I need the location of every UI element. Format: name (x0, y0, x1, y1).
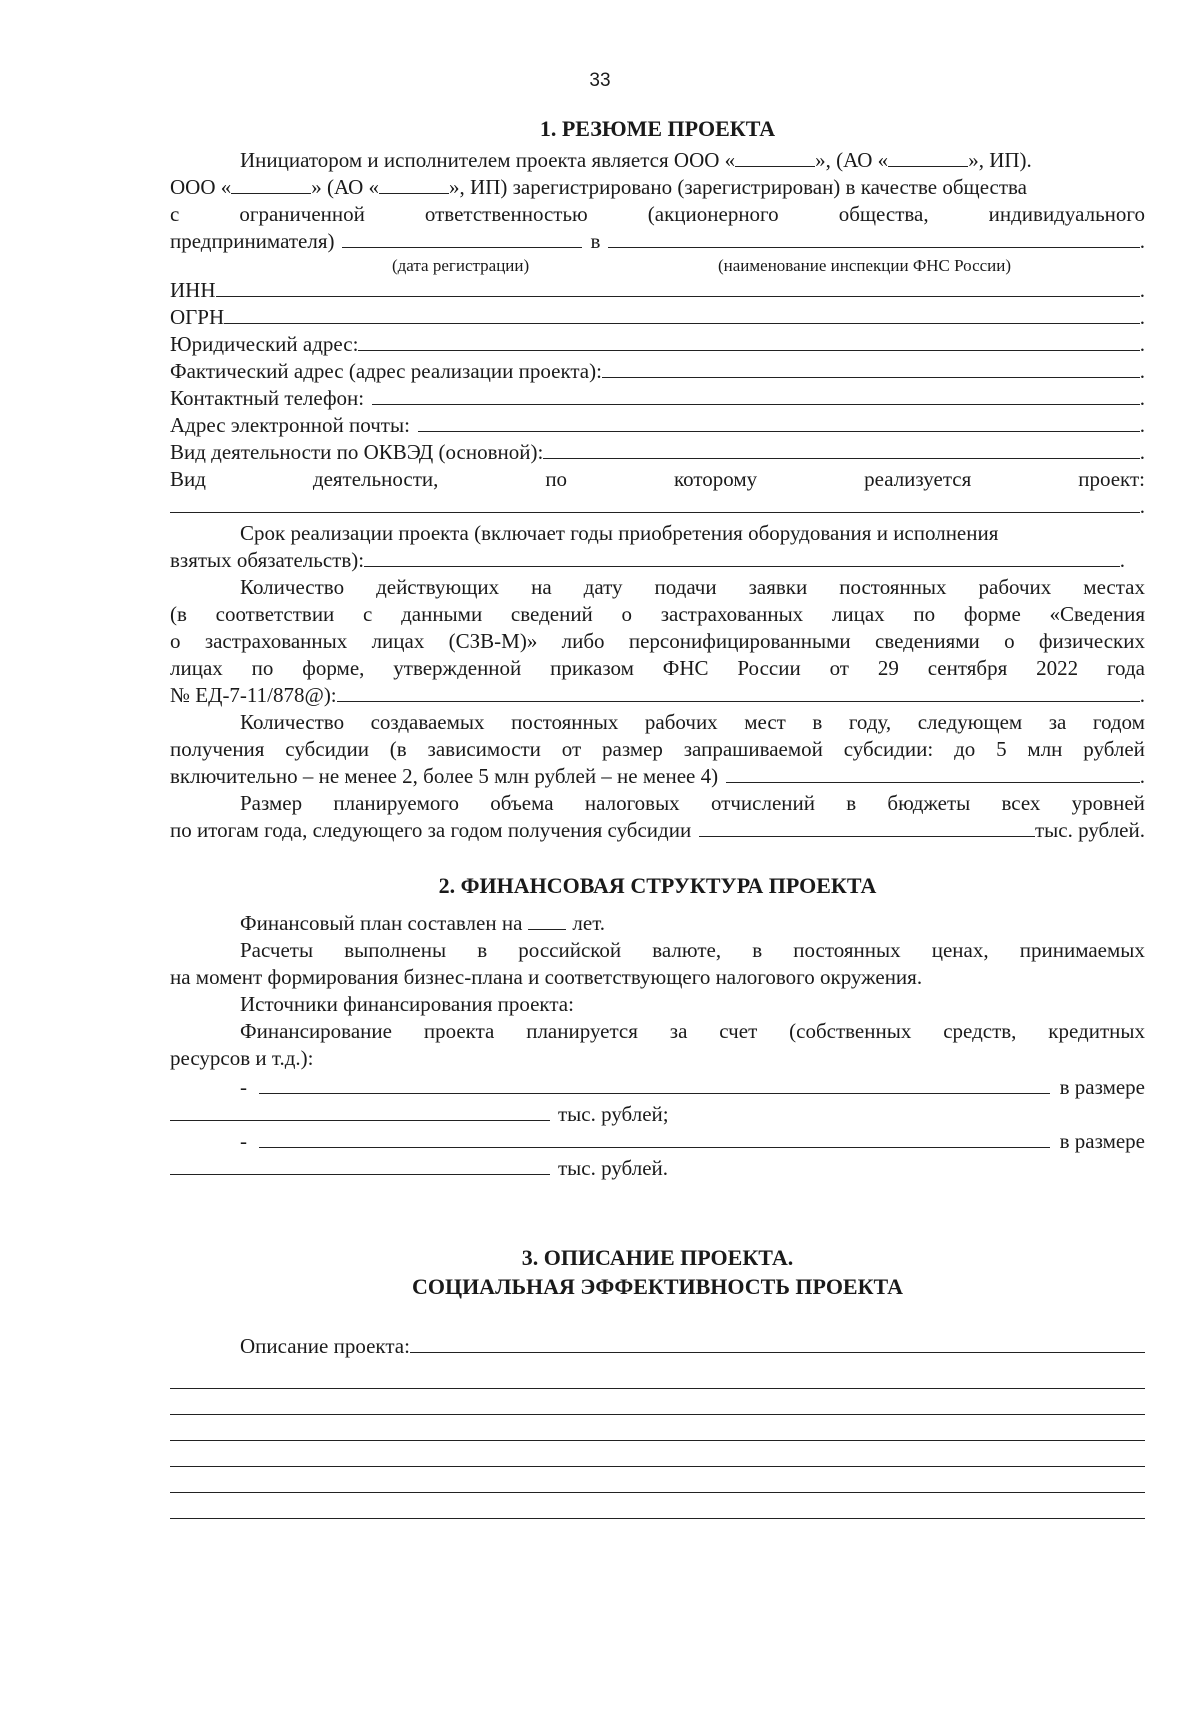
word: Количество (240, 575, 345, 599)
source-2-unit: тыс. рублей. (558, 1156, 669, 1180)
word: в (752, 938, 763, 962)
word: в (477, 938, 488, 962)
word: либо (561, 629, 605, 653)
legal-address-label: Юридический адрес: (170, 332, 359, 356)
word: российской (518, 938, 622, 962)
word: Вид (170, 467, 206, 491)
word: о (1004, 629, 1015, 653)
ao-name-field[interactable] (888, 147, 968, 167)
word: в (846, 791, 857, 815)
word: отчислений (710, 791, 815, 815)
source-1-dash: - (240, 1075, 247, 1099)
jobs-line-1 (240, 574, 1145, 601)
jobs-line-3 (170, 628, 1145, 655)
word: от (829, 656, 849, 680)
description-line (240, 1333, 1145, 1360)
newjobs-line-1 (240, 709, 1145, 736)
legal-address-field[interactable] (358, 331, 1139, 351)
word: застрахованных (660, 602, 804, 626)
word: субсидии: (843, 737, 934, 761)
entrepreneur-line: предпринимателя) в . (170, 229, 1145, 253)
current-jobs-field[interactable] (337, 682, 1140, 702)
word: по (913, 602, 936, 626)
plan-years-line (240, 910, 1145, 937)
actual-address-line: Фактический адрес (адрес реализации проекта): . (170, 359, 1145, 383)
email-field[interactable] (418, 412, 1140, 432)
word: (СЗВ-М)» (448, 629, 538, 653)
tax-text-2a: по итогам года, следующего за годом получения субсидии (170, 818, 692, 842)
word: за (1048, 710, 1067, 734)
source-1-amount-label: в размере (1059, 1075, 1145, 1099)
word: данными (401, 602, 483, 626)
source-2-amount-field[interactable] (170, 1155, 550, 1175)
tax-amount-field[interactable] (699, 817, 1035, 837)
initiator-text-a: Инициатором и исполнителем проекта является ООО « (240, 148, 736, 172)
word: запрашиваемой (683, 737, 823, 761)
okved-line: Вид деятельности по ОКВЭД (основной): . (170, 440, 1145, 464)
word: рабочих (644, 710, 718, 734)
jobs-line-2 (170, 601, 1145, 628)
word: «Сведения (1049, 602, 1145, 626)
word: лицах (371, 629, 425, 653)
word: на (531, 575, 552, 599)
page-number: 33 (589, 70, 611, 91)
description-line-6[interactable] (170, 1492, 1145, 1493)
word: форме (963, 602, 1021, 626)
description-field[interactable] (410, 1333, 1145, 1353)
word: валюте, (652, 938, 722, 962)
word: местах (1083, 575, 1145, 599)
word: ФНС (662, 656, 709, 680)
calc-line-2 (170, 964, 1145, 991)
word: Расчеты (240, 938, 314, 962)
fin-line-1 (240, 1018, 1145, 1045)
activity-line (170, 466, 1145, 493)
word: (акционерного (647, 202, 779, 226)
registered-text-b: » (АО « (311, 175, 380, 199)
company-type-line (170, 201, 1145, 228)
initiator-text-b: », (АО « (815, 148, 889, 172)
word: рабочих (978, 575, 1052, 599)
word: ценах, (931, 938, 989, 962)
jobs-order-number: № ЕД-7-11/878@): (170, 683, 337, 707)
ao-name-field-2[interactable] (379, 174, 449, 194)
word: постоянных (839, 575, 947, 599)
sources-line (240, 991, 1145, 1018)
jobs-line-5: № ЕД-7-11/878@): . (170, 683, 1145, 707)
section-2-heading: 2. ФИНАНСОВАЯ СТРУКТУРА ПРОЕКТА (438, 873, 877, 898)
registration-date-field[interactable] (342, 228, 582, 248)
ooo-name-field[interactable] (735, 147, 815, 167)
phone-field[interactable] (372, 385, 1140, 405)
source-2-amount-line (170, 1155, 1145, 1182)
word: (собственных (789, 1019, 912, 1043)
in-text: в (590, 229, 601, 253)
word: постоянных (793, 938, 901, 962)
word: о (621, 602, 633, 626)
word: бюджеты (887, 791, 971, 815)
word: реализуется (864, 467, 972, 491)
word: застрахованных (204, 629, 348, 653)
ogrn-field[interactable] (224, 304, 1140, 324)
source-2-dash: - (240, 1129, 247, 1153)
term-text-1: Срок реализации проекта (включает годы приобретения оборудования и исполнения (240, 521, 999, 545)
ogrn-line: ОГРН . (170, 305, 1145, 329)
inn-line: ИНН . (170, 278, 1145, 302)
word: ответственностью (424, 202, 588, 226)
plan-years-field[interactable] (528, 910, 566, 930)
actual-address-label: Фактический адрес (адрес реализации проекта): (170, 359, 602, 383)
word: налоговых (584, 791, 680, 815)
word: по (545, 467, 568, 491)
word: принимаемых (1019, 938, 1145, 962)
term-text-2: взятых обязательств): (170, 548, 365, 572)
sources-text: Источники финансирования проекта: (240, 992, 574, 1016)
word: размер (602, 737, 663, 761)
word: индивидуального (988, 202, 1145, 226)
source-1-name-field[interactable] (259, 1074, 1050, 1094)
word: действующих (376, 575, 500, 599)
section-3-heading-1: 3. ОПИСАНИЕ ПРОЕКТА. (521, 1245, 794, 1270)
caption-fns: (наименование инспекции ФНС России) (718, 256, 1012, 275)
word: млн (1027, 737, 1063, 761)
newjobs-text-3: включительно – не менее 2, более 5 млн рублей – не менее 4) (170, 764, 719, 788)
registered-text-a: ООО « (170, 175, 232, 199)
word: о (170, 629, 181, 653)
word: физических (1038, 629, 1145, 653)
word: счет (719, 1019, 758, 1043)
word: года (1106, 656, 1145, 680)
word: дату (583, 575, 623, 599)
word: персонифицированными (628, 629, 851, 653)
word: кредитных (1048, 1019, 1145, 1043)
tax-line-2 (170, 817, 1145, 844)
word: Финансирование (240, 1019, 392, 1043)
word: рублей (1083, 737, 1145, 761)
word: сведений (510, 602, 593, 626)
description-line-5[interactable] (170, 1466, 1145, 1467)
word: до (954, 737, 976, 761)
word: уровней (1071, 791, 1145, 815)
word: утвержденной (393, 656, 522, 680)
source-1-unit: тыс. рублей; (558, 1102, 669, 1126)
word: 29 (877, 656, 899, 680)
description-line-7[interactable] (170, 1518, 1145, 1519)
word: от (561, 737, 582, 761)
word: Размер (240, 791, 303, 815)
okved-field[interactable] (543, 439, 1139, 459)
okved-label: Вид деятельности по ОКВЭД (основной): (170, 440, 544, 464)
word: с (363, 602, 373, 626)
word: Количество (240, 710, 345, 734)
word: в (812, 710, 823, 734)
phone-label: Контактный телефон: (170, 386, 365, 410)
word: деятельности, (312, 467, 439, 491)
entrepreneur-text: предпринимателя) (170, 229, 335, 253)
word: (в (170, 602, 187, 626)
registered-line (170, 174, 1145, 201)
word: лицах (170, 656, 223, 680)
calc-line-1 (240, 937, 1145, 964)
initiator-text-c: », ИП). (968, 148, 1032, 172)
word: годом (1092, 710, 1145, 734)
initiator-line (240, 147, 1145, 174)
word: заявки (748, 575, 808, 599)
word: году, (848, 710, 892, 734)
jobs-line-4 (170, 655, 1145, 682)
word: 2022 (1036, 656, 1079, 680)
source-2-line (240, 1128, 1145, 1155)
ogrn-label: ОГРН (170, 305, 225, 329)
term-field[interactable] (364, 547, 1120, 567)
word: создаваемых (370, 710, 485, 734)
word: сведениями (874, 629, 980, 653)
source-1-amount-line (170, 1101, 1145, 1128)
word: подачи (654, 575, 717, 599)
phone-line: Контактный телефон: . (170, 386, 1145, 410)
term-line-1 (240, 520, 1145, 547)
source-2-name-field[interactable] (259, 1128, 1050, 1148)
source-1-amount-field[interactable] (170, 1101, 550, 1121)
word: проекта (423, 1019, 495, 1043)
source-2-amount-label: в размере (1059, 1129, 1145, 1153)
inn-label: ИНН (170, 278, 216, 302)
word: 5 (996, 737, 1007, 761)
tax-unit-text: тыс. рублей. (1034, 818, 1145, 842)
description-line-2[interactable] (170, 1388, 1145, 1389)
plan-years-text: Финансовый план составлен на (240, 911, 523, 935)
word: выполнены (344, 938, 447, 962)
ooo-name-field-2[interactable] (231, 174, 311, 194)
word: за (669, 1019, 688, 1043)
fin-line-2 (170, 1045, 1145, 1072)
registered-text-c: », ИП) зарегистрировано (зарегистрирован) в качестве общества (449, 175, 1028, 199)
word: планируется (526, 1019, 638, 1043)
word: которому (674, 467, 758, 491)
word: зависимости (427, 737, 541, 761)
word: следующем (917, 710, 1023, 734)
word: России (737, 656, 801, 680)
email-line: Адрес электронной почты: . (170, 413, 1145, 437)
description-label: Описание проекта: (240, 1334, 410, 1358)
section-3-heading-2: СОЦИАЛЬНАЯ ЭФФЕКТИВНОСТЬ ПРОЕКТА (411, 1274, 904, 1299)
word: объема (490, 791, 554, 815)
section-1-heading: 1. РЕЗЮМЕ ПРОЕКТА (539, 116, 776, 141)
word: сентября (927, 656, 1008, 680)
word: всех (1001, 791, 1041, 815)
fin-text-2: ресурсов и т.д.): (170, 1046, 314, 1070)
actual-address-field[interactable] (602, 358, 1140, 378)
plan-years-unit: лет. (572, 911, 606, 935)
word: (в (389, 737, 407, 761)
word: получения (170, 737, 265, 761)
word: планируемого (333, 791, 460, 815)
calc-text-2: на момент формирования бизнес-плана и соответствующего налогового окружения. (170, 965, 923, 989)
activity-field[interactable] (170, 493, 1140, 513)
word: ограниченной (239, 202, 365, 226)
word: форме, (302, 656, 365, 680)
new-jobs-field[interactable] (726, 763, 1140, 783)
word: лицах (831, 602, 885, 626)
word: соответствии (215, 602, 335, 626)
word: средств, (943, 1019, 1017, 1043)
newjobs-line-3: включительно – не менее 2, более 5 млн рублей – не менее 4) . (170, 764, 1145, 788)
caption-date: (дата регистрации) (392, 256, 530, 275)
tax-line-1 (240, 790, 1145, 817)
source-1-line (240, 1074, 1145, 1101)
email-label: Адрес электронной почты: (170, 413, 410, 437)
description-line-3[interactable] (170, 1414, 1145, 1415)
inn-field[interactable] (216, 277, 1140, 297)
legal-address-line: Юридический адрес: . (170, 332, 1145, 356)
newjobs-line-2 (170, 736, 1145, 763)
activity-field-line: . (170, 493, 1145, 520)
description-line-4[interactable] (170, 1440, 1145, 1441)
word: субсидии (285, 737, 369, 761)
term-line-2: взятых обязательств): . (170, 548, 1125, 572)
fns-inspection-field[interactable] (608, 228, 1139, 248)
word: постоянных (511, 710, 619, 734)
word: мест (744, 710, 786, 734)
word: проект: (1078, 467, 1145, 491)
word: общества, (838, 202, 929, 226)
word: по (251, 656, 274, 680)
word: с (170, 202, 180, 226)
word: приказом (550, 656, 634, 680)
